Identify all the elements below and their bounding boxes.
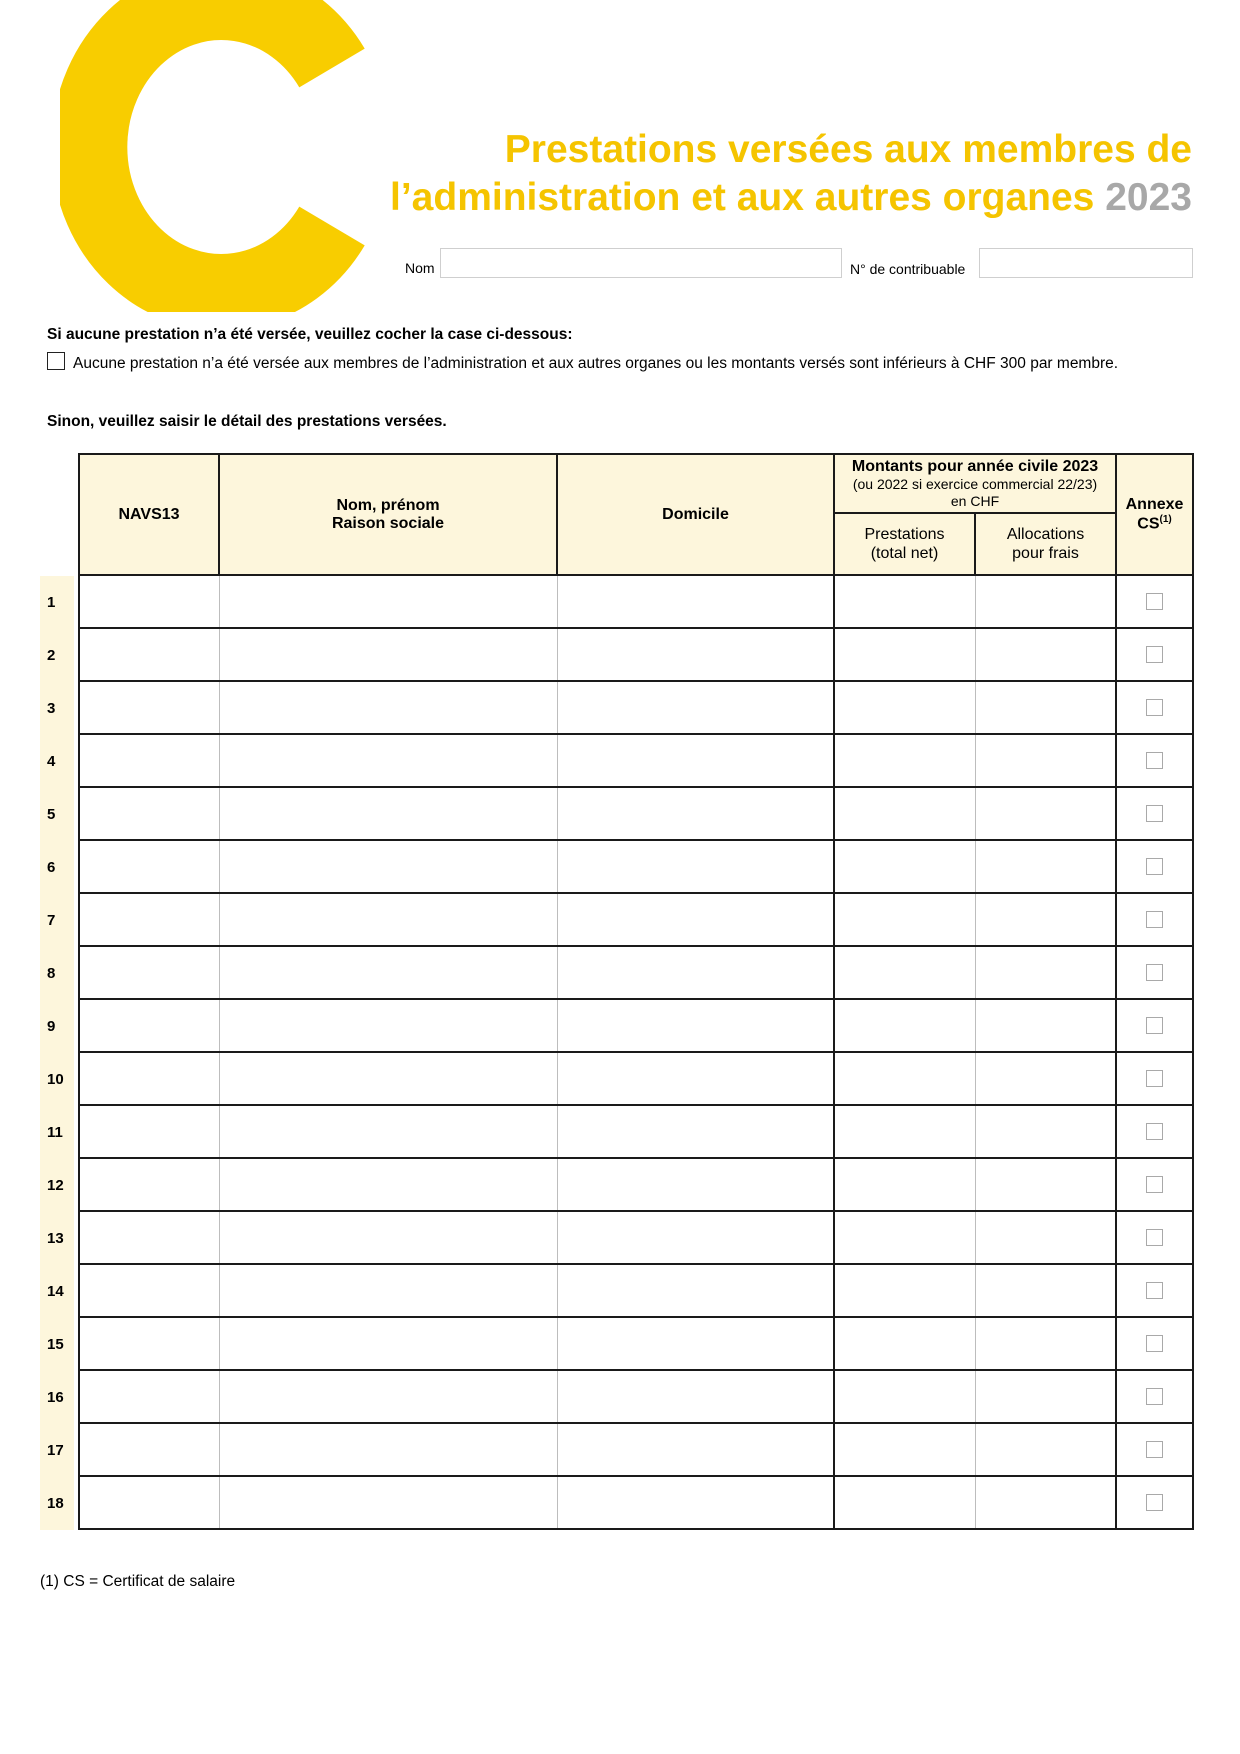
row-number: 18 — [40, 1477, 74, 1530]
annexe-checkbox[interactable] — [1146, 1335, 1163, 1352]
row-number: 7 — [40, 894, 74, 947]
header-allocations-line1: Allocations — [1006, 526, 1085, 543]
no-payment-checkbox[interactable] — [47, 352, 65, 370]
contribuable-field[interactable] — [979, 248, 1193, 278]
annexe-checkbox[interactable] — [1146, 1229, 1163, 1246]
header-montants-note: (ou 2022 si exercice commercial 22/23) — [852, 476, 1098, 492]
prestations-cell[interactable] — [834, 1158, 975, 1211]
annexe-checkbox[interactable] — [1146, 858, 1163, 875]
row-number: 16 — [40, 1371, 74, 1424]
nom-label: Nom — [405, 260, 435, 276]
header-domicile: Domicile — [557, 454, 834, 575]
prestations-cell[interactable] — [834, 946, 975, 999]
domicile-cell[interactable] — [557, 1211, 834, 1264]
annexe-checkbox[interactable] — [1146, 1282, 1163, 1299]
navs13-cell[interactable] — [79, 628, 219, 681]
allocations-cell[interactable] — [975, 1264, 1116, 1317]
allocations-cell[interactable] — [975, 1158, 1116, 1211]
prestations-cell[interactable] — [834, 1264, 975, 1317]
allocations-cell[interactable] — [975, 628, 1116, 681]
navs13-cell[interactable] — [79, 893, 219, 946]
header-prestations — [834, 513, 975, 575]
header-allocations-line2: pour frais — [1012, 545, 1079, 562]
nom-cell[interactable] — [219, 628, 557, 681]
table-row — [79, 787, 1193, 840]
domicile-cell[interactable] — [557, 999, 834, 1052]
footnote: (1) CS = Certificat de salaire — [40, 1573, 236, 1590]
annexe-cell[interactable] — [1116, 1423, 1193, 1476]
nom-cell[interactable] — [219, 1105, 557, 1158]
nom-cell[interactable] — [219, 1052, 557, 1105]
row-number: 13 — [40, 1212, 74, 1265]
table-row — [79, 681, 1193, 734]
annexe-cell[interactable] — [1116, 893, 1193, 946]
domicile-cell[interactable] — [557, 1370, 834, 1423]
row-number: 4 — [40, 735, 74, 788]
allocations-cell[interactable] — [975, 575, 1116, 628]
annexe-checkbox[interactable] — [1146, 1441, 1163, 1458]
nom-cell[interactable] — [219, 1370, 557, 1423]
annexe-checkbox[interactable] — [1146, 1388, 1163, 1405]
navs13-cell[interactable] — [79, 840, 219, 893]
navs13-cell[interactable] — [79, 734, 219, 787]
instruction-otherwise: Sinon, veuillez saisir le détail des prestations versées. — [47, 413, 447, 430]
domicile-cell[interactable] — [557, 840, 834, 893]
table-row — [79, 1423, 1193, 1476]
nom-cell[interactable] — [219, 681, 557, 734]
table-row — [79, 575, 1193, 628]
allocations-cell[interactable] — [975, 1423, 1116, 1476]
allocations-cell[interactable] — [975, 1052, 1116, 1105]
header-montants-unit: en CHF — [950, 493, 1000, 509]
title-year: 2023 — [1105, 176, 1192, 219]
allocations-cell[interactable] — [975, 893, 1116, 946]
annexe-cell[interactable] — [1116, 1370, 1193, 1423]
row-number: 11 — [40, 1106, 74, 1159]
title-line-1: Prestations versées aux membres de — [504, 128, 1192, 171]
annexe-checkbox[interactable] — [1146, 1070, 1163, 1087]
row-number: 8 — [40, 947, 74, 1000]
nom-cell[interactable] — [219, 1423, 557, 1476]
domicile-cell[interactable] — [557, 575, 834, 628]
row-number: 2 — [40, 629, 74, 682]
row-number: 5 — [40, 788, 74, 841]
prestations-cell[interactable] — [834, 575, 975, 628]
domicile-cell[interactable] — [557, 1052, 834, 1105]
navs13-cell[interactable] — [79, 1264, 219, 1317]
annexe-checkbox[interactable] — [1146, 593, 1163, 610]
prestations-cell[interactable] — [834, 1211, 975, 1264]
prestations-cell[interactable] — [834, 840, 975, 893]
allocations-cell[interactable] — [975, 946, 1116, 999]
nom-cell[interactable] — [219, 893, 557, 946]
table-row — [79, 1264, 1193, 1317]
prestations-cell[interactable] — [834, 999, 975, 1052]
nom-cell[interactable] — [219, 999, 557, 1052]
prestations-cell[interactable] — [834, 1370, 975, 1423]
navs13-cell[interactable] — [79, 1158, 219, 1211]
row-number-column — [40, 576, 74, 1530]
nom-cell[interactable] — [219, 1158, 557, 1211]
annexe-cell[interactable] — [1116, 787, 1193, 840]
domicile-cell[interactable] — [557, 681, 834, 734]
domicile-cell[interactable] — [557, 1423, 834, 1476]
annexe-checkbox[interactable] — [1146, 1176, 1163, 1193]
row-number: 17 — [40, 1424, 74, 1477]
header-montants — [834, 454, 1116, 513]
header-allocations — [975, 513, 1116, 575]
table-row — [79, 1158, 1193, 1211]
allocations-cell[interactable] — [975, 1476, 1116, 1529]
table-row — [79, 1317, 1193, 1370]
prestations-cell[interactable] — [834, 1423, 975, 1476]
domicile-cell[interactable] — [557, 628, 834, 681]
navs13-cell[interactable] — [79, 575, 219, 628]
no-payment-text: Aucune prestation n’a été versée aux membres de l’administration et aux autres organes ou les montants versés sont inférieurs à CHF 300 par membre. — [73, 355, 1119, 372]
page-title — [390, 126, 1192, 222]
header-prestations-line2: (total net) — [870, 545, 939, 562]
prestations-cell[interactable] — [834, 787, 975, 840]
nom-cell[interactable] — [219, 734, 557, 787]
annexe-checkbox[interactable] — [1146, 646, 1163, 663]
header-prestations-line1: Prestations — [864, 526, 945, 543]
table-row — [79, 893, 1193, 946]
allocations-cell[interactable] — [975, 1211, 1116, 1264]
allocations-cell[interactable] — [975, 734, 1116, 787]
domicile-cell[interactable] — [557, 734, 834, 787]
navs13-cell[interactable] — [79, 1370, 219, 1423]
domicile-cell[interactable] — [557, 1105, 834, 1158]
navs13-cell[interactable] — [79, 787, 219, 840]
table-row — [79, 1370, 1193, 1423]
navs13-cell[interactable] — [79, 999, 219, 1052]
annexe-checkbox[interactable] — [1146, 1123, 1163, 1140]
nom-cell[interactable] — [219, 946, 557, 999]
domicile-cell[interactable] — [557, 1476, 834, 1529]
header-nom — [219, 454, 557, 575]
allocations-cell[interactable] — [975, 840, 1116, 893]
annexe-checkbox[interactable] — [1146, 1017, 1163, 1034]
payments-table — [78, 453, 1194, 1530]
nom-field[interactable] — [440, 248, 842, 278]
allocations-cell[interactable] — [975, 681, 1116, 734]
prestations-cell[interactable] — [834, 681, 975, 734]
nom-cell[interactable] — [219, 575, 557, 628]
table-row — [79, 628, 1193, 681]
domicile-cell[interactable] — [557, 893, 834, 946]
nom-cell[interactable] — [219, 1476, 557, 1529]
annexe-cell[interactable] — [1116, 1105, 1193, 1158]
header-navs13: NAVS13 — [79, 454, 219, 575]
table-row — [79, 1211, 1193, 1264]
allocations-cell[interactable] — [975, 1105, 1116, 1158]
prestations-cell[interactable] — [834, 1476, 975, 1529]
table-row — [79, 1052, 1193, 1105]
annexe-cell[interactable] — [1116, 999, 1193, 1052]
navs13-cell[interactable] — [79, 946, 219, 999]
row-number: 12 — [40, 1159, 74, 1212]
header-annexe-footnote-ref: (1) — [1159, 513, 1172, 525]
annexe-checkbox[interactable] — [1146, 752, 1163, 769]
row-number: 1 — [40, 576, 74, 629]
annexe-cell[interactable] — [1116, 840, 1193, 893]
navs13-cell[interactable] — [79, 681, 219, 734]
row-number: 15 — [40, 1318, 74, 1371]
domicile-cell[interactable] — [557, 946, 834, 999]
annexe-cell[interactable] — [1116, 628, 1193, 681]
annexe-checkbox[interactable] — [1146, 1494, 1163, 1511]
annexe-cell[interactable] — [1116, 1052, 1193, 1105]
table-row — [79, 946, 1193, 999]
annexe-cell[interactable] — [1116, 734, 1193, 787]
annexe-checkbox[interactable] — [1146, 911, 1163, 928]
annexe-cell[interactable] — [1116, 1264, 1193, 1317]
navs13-cell[interactable] — [79, 1476, 219, 1529]
domicile-cell[interactable] — [557, 1264, 834, 1317]
nom-cell[interactable] — [219, 840, 557, 893]
table-row — [79, 999, 1193, 1052]
row-number: 10 — [40, 1053, 74, 1106]
table-row — [79, 1476, 1193, 1529]
row-number: 6 — [40, 841, 74, 894]
navs13-cell[interactable] — [79, 1052, 219, 1105]
prestations-cell[interactable] — [834, 734, 975, 787]
allocations-cell[interactable] — [975, 787, 1116, 840]
domicile-cell[interactable] — [557, 1158, 834, 1211]
allocations-cell[interactable] — [975, 999, 1116, 1052]
title-line-2: l’administration et aux autres organes — [390, 176, 1095, 219]
prestations-cell[interactable] — [834, 628, 975, 681]
allocations-cell[interactable] — [975, 1317, 1116, 1370]
annexe-cell[interactable] — [1116, 575, 1193, 628]
navs13-cell[interactable] — [79, 1105, 219, 1158]
big-letter-c-logo — [60, 0, 380, 312]
annexe-checkbox[interactable] — [1146, 699, 1163, 716]
row-number: 9 — [40, 1000, 74, 1053]
header-annexe-line1: Annexe — [1125, 495, 1184, 513]
prestations-cell[interactable] — [834, 1052, 975, 1105]
table-row — [79, 1105, 1193, 1158]
annexe-checkbox[interactable] — [1146, 964, 1163, 981]
instruction-if-none: Si aucune prestation n’a été versée, veuillez cocher la case ci-dessous: — [47, 326, 573, 343]
header-annexe — [1116, 454, 1193, 575]
annexe-cell[interactable] — [1116, 1158, 1193, 1211]
domicile-cell[interactable] — [557, 787, 834, 840]
header-montants-title: Montants pour année civile 2023 — [851, 458, 1099, 475]
row-number: 3 — [40, 682, 74, 735]
navs13-cell[interactable] — [79, 1317, 219, 1370]
nom-cell[interactable] — [219, 1211, 557, 1264]
header-nom-line1: Nom, prénom — [336, 496, 440, 514]
navs13-cell[interactable] — [79, 1423, 219, 1476]
nom-cell[interactable] — [219, 787, 557, 840]
prestations-cell[interactable] — [834, 893, 975, 946]
allocations-cell[interactable] — [975, 1370, 1116, 1423]
navs13-cell[interactable] — [79, 1211, 219, 1264]
nom-cell[interactable] — [219, 1317, 557, 1370]
prestations-cell[interactable] — [834, 1105, 975, 1158]
prestations-cell[interactable] — [834, 1317, 975, 1370]
table-row — [79, 840, 1193, 893]
domicile-cell[interactable] — [557, 1317, 834, 1370]
annexe-cell[interactable] — [1116, 946, 1193, 999]
annexe-cell[interactable] — [1116, 1211, 1193, 1264]
annexe-cell[interactable] — [1116, 1317, 1193, 1370]
nom-cell[interactable] — [219, 1264, 557, 1317]
contribuable-label: N° de contribuable — [850, 261, 966, 277]
header-annexe-line2: CS — [1137, 515, 1160, 533]
annexe-cell[interactable] — [1116, 1476, 1193, 1529]
table-row — [79, 734, 1193, 787]
header-nom-line2: Raison sociale — [331, 514, 445, 532]
annexe-checkbox[interactable] — [1146, 805, 1163, 822]
row-number: 14 — [40, 1265, 74, 1318]
annexe-cell[interactable] — [1116, 681, 1193, 734]
